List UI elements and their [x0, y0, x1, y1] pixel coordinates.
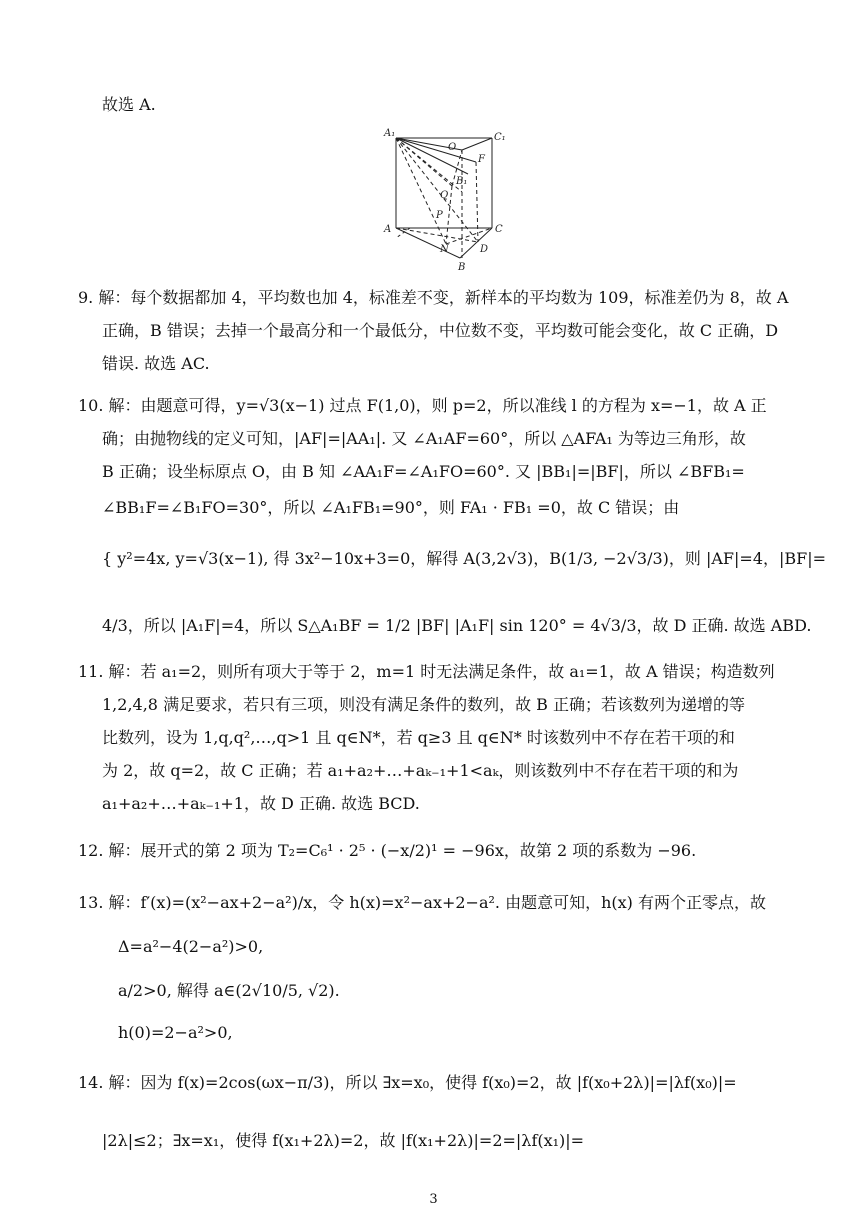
- label-q: Q: [440, 190, 449, 201]
- text-line: h(0)=2−a²>0,: [118, 1023, 233, 1042]
- text-line: ∠BB₁F=∠B₁FO=30°，所以 ∠A₁FB₁=90°，则 FA₁ · FB₁ =0，故 C 错误；由: [102, 498, 680, 517]
- page-number: 3: [429, 1192, 438, 1207]
- text-line: 10. 解：由题意可得，y=√3(x−1) 过点 F(1,0)，则 p=2，所以准线 l 的方程为 x=−1，故 A 正: [78, 396, 767, 415]
- text-line: 13. 解：f′(x)=(x²−ax+2−a²)/x，令 h(x)=x²−ax+2−a². 由题意可知，h(x) 有两个正零点，故: [78, 893, 766, 912]
- text-line: 为 2，故 q=2，故 C 正确；若 a₁+a₂+…+aₖ₋₁+1<aₖ，则该数列中不存在若干项的和为: [102, 761, 739, 780]
- text-line: B 正确；设坐标原点 O，由 B 知 ∠AA₁F=∠A₁FO=60°. 又 |BB₁|=|BF|，所以 ∠BFB₁=: [102, 462, 745, 481]
- text-line: 1,2,4,8 满足要求，若只有三项，则没有满足条件的数列，故 B 正确；若该数列为递增的等: [102, 695, 745, 714]
- text-line: 确；由抛物线的定义可知，|AF|=|AA₁|. 又 ∠A₁AF=60°，所以 △AFA₁ 为等边三角形，故: [102, 429, 746, 448]
- label-b: B: [458, 262, 466, 273]
- text-line: 14. 解：因为 f(x)=2cos(ωx−π/3)，所以 ∃x=x₀，使得 f(x₀)=2，故 |f(x₀+2λ)|=|λf(x₀)|=: [78, 1073, 737, 1092]
- label-a: A: [384, 224, 392, 235]
- text-line: 正确，B 错误；去掉一个最高分和一个最低分，中位数不变，平均数可能会变化，故 C 正确，D: [102, 321, 779, 340]
- label-o: O: [448, 142, 457, 153]
- label-b1: B₁: [456, 176, 468, 187]
- label-d: D: [480, 244, 489, 255]
- label-c1: C₁: [494, 132, 506, 143]
- label-p: P: [436, 210, 443, 221]
- prism-diagram: [380, 126, 510, 276]
- text-line: 12. 解：展开式的第 2 项为 T₂=C₆¹ · 2⁵ · (−x/2)¹ = −96x，故第 2 项的系数为 −96.: [78, 841, 697, 860]
- text-line: 11. 解：若 a₁=2，则所有项大于等于 2，m=1 时无法满足条件，故 a₁=1，故 A 错误；构造数列: [78, 662, 775, 681]
- text-line: Δ=a²−4(2−a²)>0,: [118, 937, 264, 956]
- label-f: F: [478, 154, 485, 165]
- label-a1: A₁: [384, 128, 396, 139]
- text-line: 故选 A.: [102, 95, 156, 114]
- text-line: 比数列，设为 1,q,q²,…,q>1 且 q∈N*，若 q≥3 且 q∈N* 时该数列中不存在若干项的和: [102, 728, 735, 747]
- label-n: N: [440, 244, 449, 255]
- text-line: 9. 解：每个数据都加 4，平均数也加 4，标准差不变，新样本的平均数为 109，标准差仍为 8，故 A: [78, 288, 789, 307]
- text-line: |2λ|≤2；∃x=x₁，使得 f(x₁+2λ)=2，故 |f(x₁+2λ)|=2=|λf(x₁)|=: [102, 1131, 585, 1150]
- text-line: { y²=4x, y=√3(x−1), 得 3x²−10x+3=0，解得 A(3,2√3)，B(1/3, −2√3/3)，则 |AF|=4，|BF|=: [102, 549, 827, 568]
- text-line: 4/3，所以 |A₁F|=4，所以 S△A₁BF = 1/2 |BF| |A₁F| sin 120° = 4√3/3，故 D 正确. 故选 ABD.: [102, 616, 812, 635]
- text-line: a/2>0, 解得 a∈(2√10/5, √2).: [118, 981, 340, 1000]
- geometry-figure: [380, 126, 510, 276]
- label-c: C: [495, 224, 503, 235]
- text-line: 错误. 故选 AC.: [102, 354, 210, 373]
- text-line: a₁+a₂+…+aₖ₋₁+1，故 D 正确. 故选 BCD.: [102, 794, 420, 813]
